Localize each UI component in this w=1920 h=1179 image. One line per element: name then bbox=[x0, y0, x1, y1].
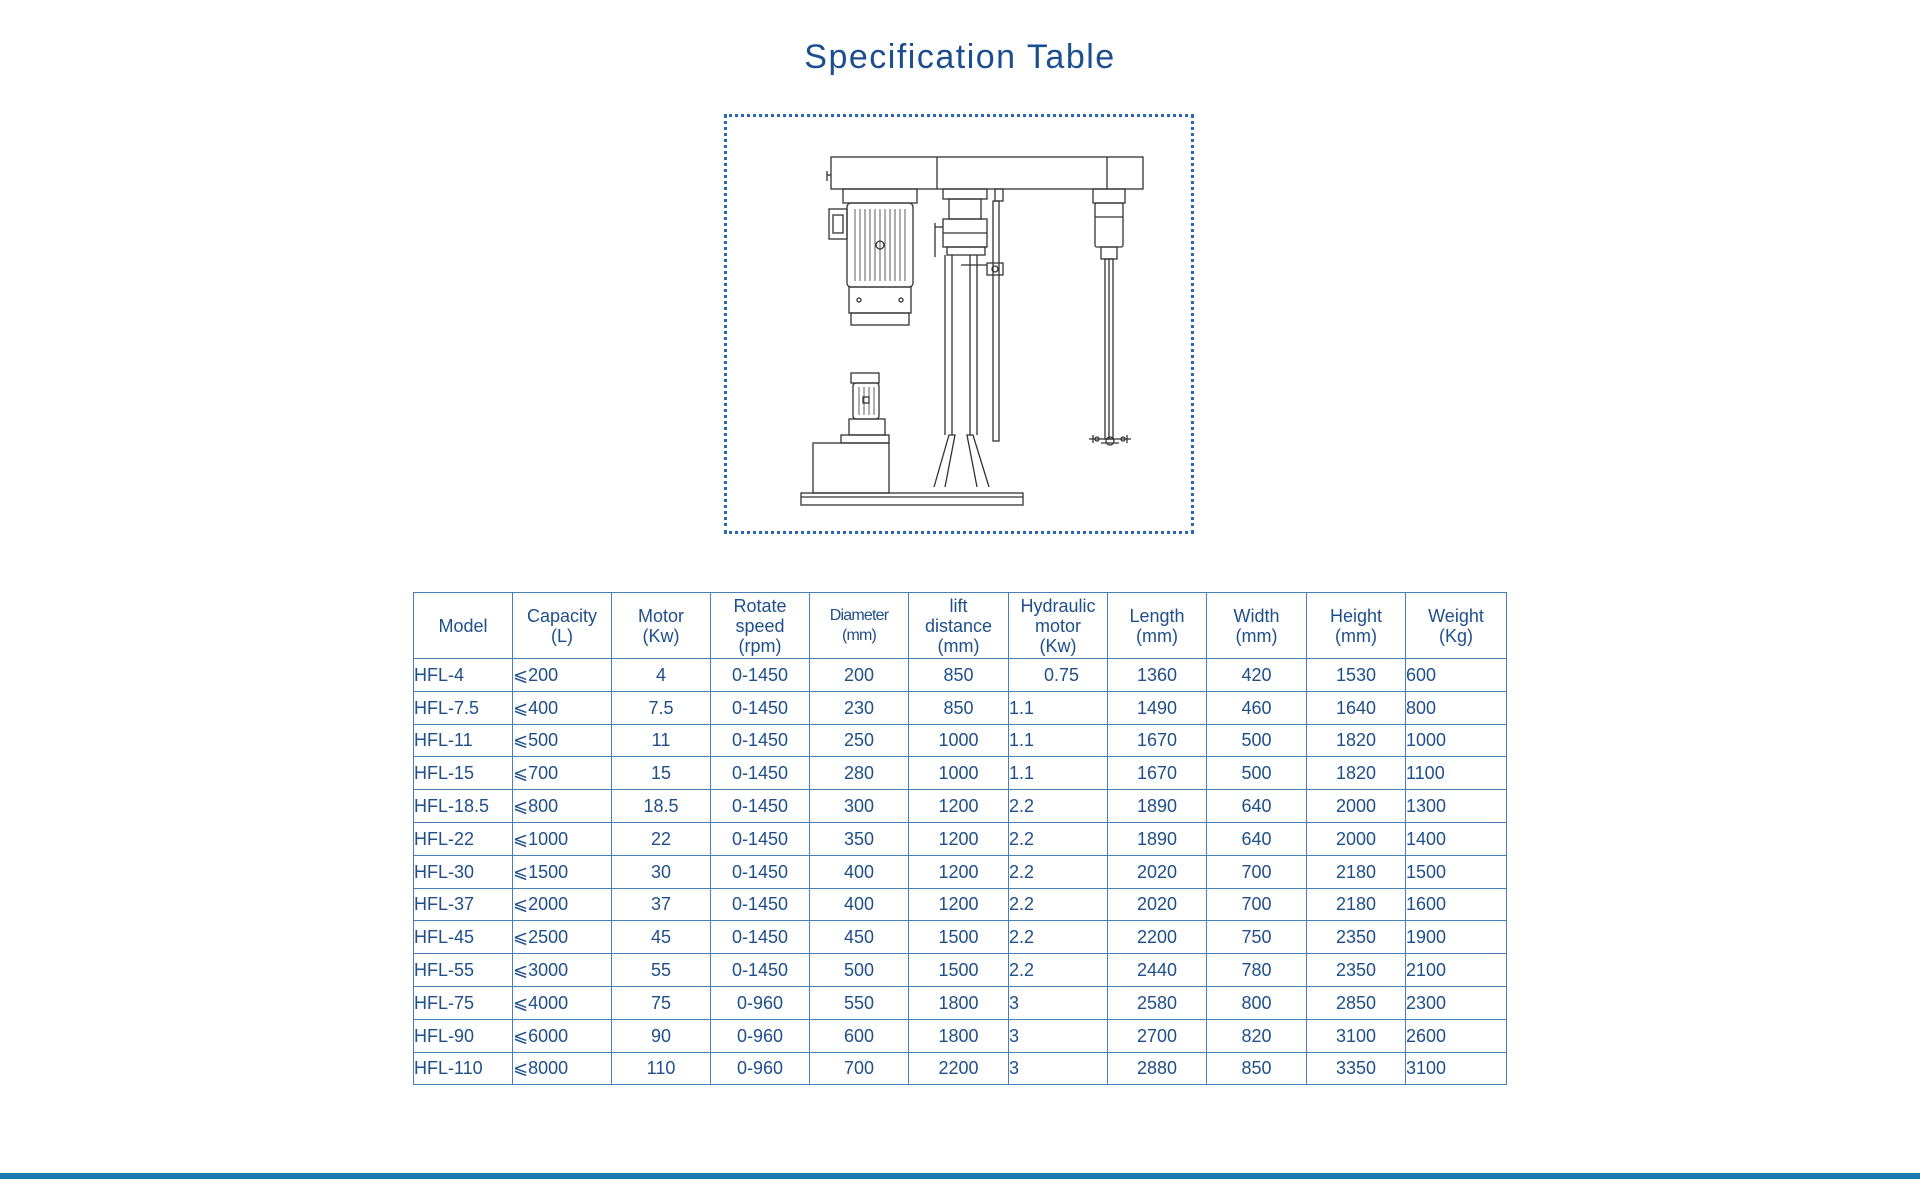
cell-lift-distance: 1200 bbox=[909, 855, 1009, 888]
cell-motor: 55 bbox=[612, 954, 711, 987]
cell-width: 500 bbox=[1207, 757, 1307, 790]
cell-weight: 1400 bbox=[1406, 822, 1507, 855]
cell-length: 2020 bbox=[1108, 888, 1207, 921]
cell-length: 1670 bbox=[1108, 757, 1207, 790]
cell-diameter: 700 bbox=[810, 1052, 909, 1085]
cell-height: 2350 bbox=[1307, 921, 1406, 954]
cell-model: HFL-30 bbox=[414, 855, 513, 888]
cell-lift-distance: 850 bbox=[909, 659, 1009, 692]
cell-lift-distance: 1000 bbox=[909, 724, 1009, 757]
cell-diameter: 500 bbox=[810, 954, 909, 987]
cell-motor: 90 bbox=[612, 1019, 711, 1052]
table-row bbox=[414, 888, 1507, 921]
cell-hydraulic-motor: 2.2 bbox=[1009, 822, 1108, 855]
cell-weight: 1100 bbox=[1406, 757, 1507, 790]
cell-motor: 22 bbox=[612, 822, 711, 855]
cell-hydraulic-motor: 2.2 bbox=[1009, 954, 1108, 987]
cell-capacity: ⩽2000 bbox=[513, 888, 612, 921]
cell-length: 1890 bbox=[1108, 822, 1207, 855]
cell-hydraulic-motor: 1.1 bbox=[1009, 757, 1108, 790]
cell-hydraulic-motor: 3 bbox=[1009, 1052, 1108, 1085]
cell-length: 1890 bbox=[1108, 790, 1207, 823]
cell-length: 2580 bbox=[1108, 986, 1207, 1019]
cell-model: HFL-90 bbox=[414, 1019, 513, 1052]
cell-model: HFL-75 bbox=[414, 986, 513, 1019]
cell-motor: 75 bbox=[612, 986, 711, 1019]
table-row bbox=[414, 724, 1507, 757]
cell-rotate-speed: 0-1450 bbox=[711, 757, 810, 790]
cell-lift-distance: 1500 bbox=[909, 954, 1009, 987]
cell-width: 500 bbox=[1207, 724, 1307, 757]
cell-width: 850 bbox=[1207, 1052, 1307, 1085]
table-row bbox=[414, 790, 1507, 823]
cell-height: 1640 bbox=[1307, 691, 1406, 724]
cell-lift-distance: 1000 bbox=[909, 757, 1009, 790]
cell-diameter: 600 bbox=[810, 1019, 909, 1052]
header-height: Height (mm) bbox=[1307, 593, 1406, 659]
cell-diameter: 230 bbox=[810, 691, 909, 724]
cell-capacity: ⩽500 bbox=[513, 724, 612, 757]
header-motor: Motor (Kw) bbox=[612, 593, 711, 659]
cell-width: 640 bbox=[1207, 822, 1307, 855]
cell-rotate-speed: 0-1450 bbox=[711, 790, 810, 823]
cell-weight: 1900 bbox=[1406, 921, 1507, 954]
table-header-row bbox=[414, 593, 1507, 659]
figure-frame bbox=[724, 114, 1194, 534]
cell-motor: 7.5 bbox=[612, 691, 711, 724]
cell-motor: 37 bbox=[612, 888, 711, 921]
cell-length: 2700 bbox=[1108, 1019, 1207, 1052]
cell-rotate-speed: 0-1450 bbox=[711, 691, 810, 724]
cell-lift-distance: 850 bbox=[909, 691, 1009, 724]
cell-capacity: ⩽6000 bbox=[513, 1019, 612, 1052]
cell-capacity: ⩽200 bbox=[513, 659, 612, 692]
cell-height: 2180 bbox=[1307, 888, 1406, 921]
cell-length: 1360 bbox=[1108, 659, 1207, 692]
cell-length: 2200 bbox=[1108, 921, 1207, 954]
cell-hydraulic-motor: 2.2 bbox=[1009, 855, 1108, 888]
cell-hydraulic-motor: 3 bbox=[1009, 1019, 1108, 1052]
table-row bbox=[414, 954, 1507, 987]
cell-lift-distance: 1800 bbox=[909, 1019, 1009, 1052]
bottom-accent-bar bbox=[0, 1173, 1920, 1179]
header-model: Model bbox=[414, 593, 513, 659]
cell-capacity: ⩽4000 bbox=[513, 986, 612, 1019]
cell-capacity: ⩽3000 bbox=[513, 954, 612, 987]
header-length: Length (mm) bbox=[1108, 593, 1207, 659]
table-row bbox=[414, 1052, 1507, 1085]
cell-width: 460 bbox=[1207, 691, 1307, 724]
cell-hydraulic-motor: 2.2 bbox=[1009, 888, 1108, 921]
cell-rotate-speed: 0-1450 bbox=[711, 659, 810, 692]
table-row bbox=[414, 921, 1507, 954]
cell-width: 640 bbox=[1207, 790, 1307, 823]
cell-hydraulic-motor: 1.1 bbox=[1009, 724, 1108, 757]
cell-capacity: ⩽700 bbox=[513, 757, 612, 790]
cell-width: 700 bbox=[1207, 855, 1307, 888]
cell-height: 2000 bbox=[1307, 790, 1406, 823]
cell-motor: 11 bbox=[612, 724, 711, 757]
table-row bbox=[414, 986, 1507, 1019]
cell-diameter: 280 bbox=[810, 757, 909, 790]
table-row bbox=[414, 659, 1507, 692]
header-lift-distance: lift distance (mm) bbox=[909, 593, 1009, 659]
cell-hydraulic-motor: 3 bbox=[1009, 986, 1108, 1019]
cell-height: 3100 bbox=[1307, 1019, 1406, 1052]
cell-model: HFL-37 bbox=[414, 888, 513, 921]
header-hydraulic-motor: Hydraulic motor (Kw) bbox=[1009, 593, 1108, 659]
cell-rotate-speed: 0-960 bbox=[711, 986, 810, 1019]
cell-height: 2180 bbox=[1307, 855, 1406, 888]
cell-lift-distance: 2200 bbox=[909, 1052, 1009, 1085]
specification-table bbox=[413, 592, 1507, 1085]
cell-lift-distance: 1500 bbox=[909, 921, 1009, 954]
cell-motor: 110 bbox=[612, 1052, 711, 1085]
cell-length: 1670 bbox=[1108, 724, 1207, 757]
cell-weight: 2100 bbox=[1406, 954, 1507, 987]
cell-diameter: 450 bbox=[810, 921, 909, 954]
header-rotate-speed: Rotate speed (rpm) bbox=[711, 593, 810, 659]
cell-weight: 1600 bbox=[1406, 888, 1507, 921]
cell-rotate-speed: 0-1450 bbox=[711, 954, 810, 987]
cell-diameter: 300 bbox=[810, 790, 909, 823]
cell-height: 2850 bbox=[1307, 986, 1406, 1019]
cell-hydraulic-motor: 2.2 bbox=[1009, 921, 1108, 954]
cell-length: 2020 bbox=[1108, 855, 1207, 888]
header-width: Width (mm) bbox=[1207, 593, 1307, 659]
cell-rotate-speed: 0-1450 bbox=[711, 822, 810, 855]
cell-capacity: ⩽1500 bbox=[513, 855, 612, 888]
cell-width: 820 bbox=[1207, 1019, 1307, 1052]
cell-height: 1820 bbox=[1307, 724, 1406, 757]
cell-capacity: ⩽1000 bbox=[513, 822, 612, 855]
cell-height: 3350 bbox=[1307, 1052, 1406, 1085]
cell-length: 1490 bbox=[1108, 691, 1207, 724]
cell-hydraulic-motor: 1.1 bbox=[1009, 691, 1108, 724]
cell-width: 700 bbox=[1207, 888, 1307, 921]
cell-capacity: ⩽2500 bbox=[513, 921, 612, 954]
cell-weight: 800 bbox=[1406, 691, 1507, 724]
header-diameter: Diameter (mm) bbox=[810, 593, 909, 659]
cell-rotate-speed: 0-1450 bbox=[711, 855, 810, 888]
cell-motor: 4 bbox=[612, 659, 711, 692]
cell-capacity: ⩽800 bbox=[513, 790, 612, 823]
cell-lift-distance: 1200 bbox=[909, 790, 1009, 823]
table-row bbox=[414, 757, 1507, 790]
table-row bbox=[414, 855, 1507, 888]
cell-weight: 2600 bbox=[1406, 1019, 1507, 1052]
cell-motor: 45 bbox=[612, 921, 711, 954]
cell-length: 2440 bbox=[1108, 954, 1207, 987]
cell-width: 800 bbox=[1207, 986, 1307, 1019]
cell-weight: 1500 bbox=[1406, 855, 1507, 888]
cell-capacity: ⩽8000 bbox=[513, 1052, 612, 1085]
disperser-machine-drawing-icon bbox=[727, 117, 1191, 531]
cell-height: 1820 bbox=[1307, 757, 1406, 790]
cell-model: HFL-55 bbox=[414, 954, 513, 987]
cell-length: 2880 bbox=[1108, 1052, 1207, 1085]
cell-motor: 15 bbox=[612, 757, 711, 790]
cell-motor: 18.5 bbox=[612, 790, 711, 823]
cell-diameter: 200 bbox=[810, 659, 909, 692]
cell-lift-distance: 1200 bbox=[909, 888, 1009, 921]
cell-hydraulic-motor: 2.2 bbox=[1009, 790, 1108, 823]
cell-model: HFL-7.5 bbox=[414, 691, 513, 724]
cell-height: 2350 bbox=[1307, 954, 1406, 987]
cell-model: HFL-4 bbox=[414, 659, 513, 692]
cell-lift-distance: 1200 bbox=[909, 822, 1009, 855]
cell-model: HFL-110 bbox=[414, 1052, 513, 1085]
cell-rotate-speed: 0-960 bbox=[711, 1019, 810, 1052]
cell-model: HFL-22 bbox=[414, 822, 513, 855]
cell-width: 780 bbox=[1207, 954, 1307, 987]
cell-weight: 600 bbox=[1406, 659, 1507, 692]
page-title: Specification Table bbox=[804, 38, 1116, 76]
cell-diameter: 250 bbox=[810, 724, 909, 757]
table-row bbox=[414, 691, 1507, 724]
cell-model: HFL-15 bbox=[414, 757, 513, 790]
cell-rotate-speed: 0-960 bbox=[711, 1052, 810, 1085]
cell-width: 420 bbox=[1207, 659, 1307, 692]
cell-height: 2000 bbox=[1307, 822, 1406, 855]
cell-weight: 1000 bbox=[1406, 724, 1507, 757]
cell-rotate-speed: 0-1450 bbox=[711, 921, 810, 954]
table-row bbox=[414, 1019, 1507, 1052]
cell-rotate-speed: 0-1450 bbox=[711, 724, 810, 757]
cell-rotate-speed: 0-1450 bbox=[711, 888, 810, 921]
table-row bbox=[414, 822, 1507, 855]
cell-model: HFL-45 bbox=[414, 921, 513, 954]
cell-lift-distance: 1800 bbox=[909, 986, 1009, 1019]
cell-diameter: 550 bbox=[810, 986, 909, 1019]
cell-motor: 30 bbox=[612, 855, 711, 888]
cell-diameter: 350 bbox=[810, 822, 909, 855]
cell-diameter: 400 bbox=[810, 888, 909, 921]
cell-diameter: 400 bbox=[810, 855, 909, 888]
cell-width: 750 bbox=[1207, 921, 1307, 954]
cell-weight: 2300 bbox=[1406, 986, 1507, 1019]
cell-weight: 1300 bbox=[1406, 790, 1507, 823]
cell-hydraulic-motor: 0.75 bbox=[1009, 659, 1108, 692]
header-weight: Weight (Kg) bbox=[1406, 593, 1507, 659]
header-capacity: Capacity (L) bbox=[513, 593, 612, 659]
cell-weight: 3100 bbox=[1406, 1052, 1507, 1085]
cell-model: HFL-11 bbox=[414, 724, 513, 757]
cell-height: 1530 bbox=[1307, 659, 1406, 692]
cell-capacity: ⩽400 bbox=[513, 691, 612, 724]
cell-model: HFL-18.5 bbox=[414, 790, 513, 823]
